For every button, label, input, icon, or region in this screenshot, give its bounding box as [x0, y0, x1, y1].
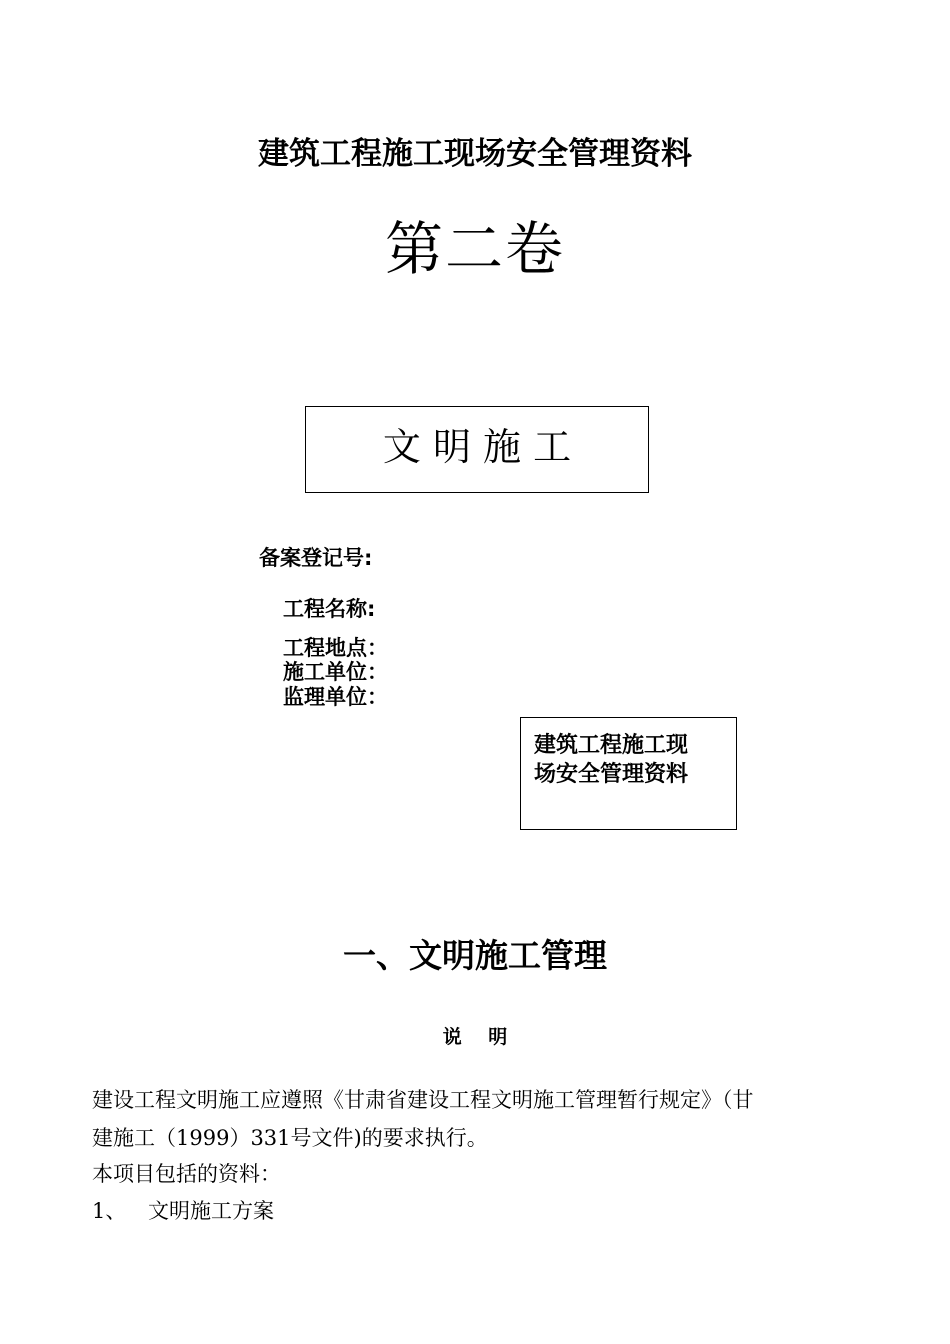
construction-unit-label: 施工单位：	[283, 660, 388, 684]
paragraph-line: 建施工（1999）331号文件)的要求执行。	[92, 1126, 488, 1150]
document-title: 建筑工程施工现场安全管理资料	[258, 136, 692, 172]
note-title: 说 明	[442, 1026, 518, 1048]
supervision-unit-label: 监理单位：	[283, 685, 388, 709]
record-number-label: 备案登记号:	[259, 546, 373, 570]
project-location-label: 工程地点：	[283, 636, 388, 660]
paragraph-line: 建设工程文明施工应遵照《甘肃省建设工程文明施工管理暂行规定》（甘	[92, 1088, 754, 1112]
section-heading: 一、文明施工管理	[343, 936, 607, 975]
volume-title: 第二卷	[384, 215, 565, 283]
badge-text-line-2: 场安全管理资料	[534, 762, 689, 787]
category-label: 文 明 施 工	[382, 425, 572, 469]
paragraph-line: 本项目包括的资料：	[92, 1162, 281, 1186]
list-item-text: 文明施工方案	[148, 1199, 274, 1223]
badge-text-line-1: 建筑工程施工现	[534, 733, 689, 758]
list-item-number: 1、	[92, 1199, 127, 1223]
project-name-label: 工程名称:	[283, 597, 376, 621]
